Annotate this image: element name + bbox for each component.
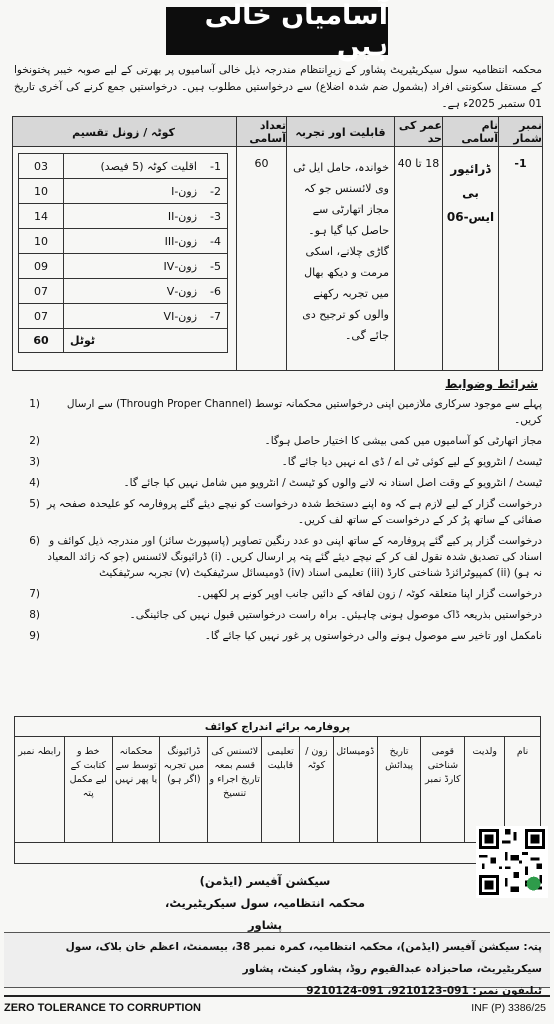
- condition-text: درخواست گزار پر کیے گئے پروفارمہ کے ساتھ اپنی دو عدد رنگین تصاویر (پاسپورٹ سائز) اور مندرجہ ذیل کوائف و اسناد کی تصدیق شدہ نقول لف کر کے نیچے دیئے گئے پتہ پر ارسال کریں۔ (i) ڈرائیونگ لائسنس (جو کہ زائد المعیاد نہ ہو) (ii) کمپیوٹرائزڈ شناختی کارڈ (iii) تعلیمی اسناد (iv) ڈومیسائل سرٹیفکیٹ (v) تجربہ سرٹیفکیٹ: [47, 535, 542, 579]
- condition-text: ٹیسٹ / انٹرویو کے لیے کوئی ٹی اے / ڈی اے نہیں دیا جائے گا۔: [281, 456, 542, 468]
- zone-name: [64, 304, 228, 329]
- proforma-column-header: قومی شناختی کارڈ نمبر: [420, 737, 464, 842]
- proforma-column-header: تاریخ پیدائش: [377, 737, 421, 842]
- zone-count: 09: [19, 254, 64, 279]
- condition-number: 4): [29, 477, 40, 489]
- condition-number: 6): [29, 535, 40, 547]
- address-box: [4, 932, 550, 997]
- proforma-table: [14, 716, 541, 864]
- zone-row: [19, 304, 228, 329]
- phone-line: ٹیلیفون نمبر: 091-9210123، 091-9210124: [306, 985, 542, 997]
- condition-text: پہلے سے موجود سرکاری ملازمین اپنی درخواستیں محکمانہ توسط (Through Proper Channel) سے ارسال کریں۔: [66, 398, 542, 426]
- zone-name: [64, 179, 228, 204]
- zone-label: زون-II: [167, 209, 197, 223]
- condition-number: 8): [29, 609, 40, 621]
- zone-name: [64, 204, 228, 229]
- zone-total-row: [19, 329, 228, 353]
- header-serial: نمبر شمار: [498, 117, 542, 147]
- intro-text: محکمہ انتظامیہ سول سیکریٹیریٹ پشاور کے زیرِانتظام مندرجہ ذیل خالی آسامیوں پر بھرتی کے لیے صوبہ خیبر پختونخوا کے مستقل سکونتی افراد (بشمول ضم شدہ اضلاع) سے درخواستیں مطلوب ہیں۔ درخواستیں جمع کرنے کی آخری تاریخ 01 ستمبر 2025ء ہے۔: [14, 64, 542, 110]
- footer-slogan: ZERO TOLERANCE TO CORRUPTION: [4, 1002, 201, 1014]
- zone-cell: [11, 147, 236, 370]
- condition-text: نامکمل اور تاخیر سے موصول ہونے والی درخواستوں پر غور نہیں کیا جائے گا۔: [204, 630, 542, 642]
- zone-name: [64, 154, 228, 179]
- zone-count: 10: [19, 179, 64, 204]
- header-age: عمر کی حد: [394, 117, 442, 147]
- condition-text: ٹیسٹ / انٹرویو کے وقت اصل اسناد نہ لانے والوں کو ٹیسٹ / انٹرویو میں شامل نہیں کیا جائے گا۔: [123, 477, 542, 489]
- conditions-title: شرائط وضوابط: [445, 377, 538, 391]
- condition-number: 9): [29, 630, 40, 642]
- condition-item: [16, 496, 542, 528]
- proforma-column-header: ڈومیسائل: [333, 737, 377, 842]
- vacancies-banner: آسامیاں خالی ہیں: [166, 7, 388, 55]
- zone-index: 4-: [210, 234, 221, 248]
- condition-item: [16, 628, 542, 644]
- zone-count: 10: [19, 229, 64, 254]
- proforma-title: پروفارمہ برائے اندراج کوائف: [15, 717, 540, 737]
- zone-label: زون-I: [171, 184, 197, 198]
- zone-label: زون-IV: [163, 259, 197, 273]
- zone-label: زون-III: [164, 234, 197, 248]
- condition-item: [16, 533, 542, 581]
- signature-title: سیکشن آفیسر (ایڈمن): [199, 874, 331, 888]
- conditions-list: [16, 396, 542, 649]
- footer-ref: INF (P) 3386/25: [471, 1002, 546, 1014]
- zone-label: اقلیت کوٹہ (5 فیصد): [100, 159, 197, 173]
- zone-row: [19, 154, 228, 179]
- condition-number: 7): [29, 588, 40, 600]
- total-label: ٹوٹل: [64, 329, 228, 353]
- header-post: نام آسامی: [442, 117, 498, 147]
- zone-table: [18, 153, 228, 353]
- proforma-columns: [15, 737, 540, 843]
- proforma-column-header: زون / کوٹہ: [299, 737, 333, 842]
- header-qualification: قابلیت اور تجربہ: [286, 117, 394, 147]
- zone-row: [19, 179, 228, 204]
- row-count: 60: [236, 147, 286, 370]
- zone-name: [64, 254, 228, 279]
- proforma-column-header: نام: [504, 737, 540, 842]
- zone-index: 3-: [210, 209, 221, 223]
- condition-text: درخواست گزار کے لیے لازم ہے کہ وہ اپنے دستخط شدہ درخواست کو نیچے دیئے گئے پروفارمہ کو علیحدہ صفحہ پر صفائی کے ساتھ پرُ کر کے درخواست کے ساتھ لف کریں۔: [46, 498, 542, 526]
- zone-count: 03: [19, 154, 64, 179]
- proforma-column-header: لائسنس کی قسم بمعہ تاریخ اجراء و تنسیخ: [207, 737, 261, 842]
- qr-code-icon: [476, 826, 548, 898]
- row-age: 18 تا 40: [394, 147, 442, 370]
- condition-text: درخواست گزار اپنا متعلقہ کوٹہ / زون لفافہ کے دائیں جانب اوپر کونے پر لکھیں۔: [196, 588, 542, 600]
- condition-number: 1): [29, 398, 40, 410]
- condition-text: مجاز اتھارٹی کو آسامیوں میں کمی بیشی کا اختیار حاصل ہوگا۔: [264, 435, 542, 447]
- row-post: ڈرائیور بی ایس-06: [442, 147, 498, 370]
- signature-department: محکمہ انتظامیہ، سول سیکریٹیریٹ، پشاور: [164, 896, 365, 932]
- condition-item: [16, 433, 542, 449]
- total-value: 60: [19, 329, 64, 353]
- proforma-column-header: خط و کتابت کے لیے مکمل پتہ: [64, 737, 112, 842]
- zone-index: 5-: [210, 259, 221, 273]
- zone-index: 7-: [210, 309, 221, 323]
- row-qualification: خواندہ، حامل ایل ٹی وی لائسنس جو کہ مجاز اتھارٹی سے حاصل کیا گیا ہو۔ گاڑی چلانے، اسکی مرمت و دیکھ بھال میں تجربہ رکھنے والوں کو ترجیح دی جائے گی۔: [286, 147, 394, 370]
- proforma-column-header: محکمانہ توسط سے یا پھر نہیں: [112, 737, 160, 842]
- zone-label: زون-VI: [163, 309, 197, 323]
- row-serial: 1-: [498, 147, 542, 370]
- condition-number: 5): [29, 498, 40, 510]
- condition-item: [16, 586, 542, 602]
- header-zones: کوٹہ / زونل تقسیم: [72, 125, 175, 139]
- zone-count: 07: [19, 304, 64, 329]
- zone-index: 2-: [210, 184, 221, 198]
- zone-name: [64, 229, 228, 254]
- table-header: [13, 117, 542, 147]
- address-line: پتہ: سیکشن آفیسر (ایڈمن)، محکمہ انتظامیہ، کمرہ نمبر 38، بیسمنٹ، اعظم خان بلاک، سول سیکریٹیریٹ، صاحبزادہ عبدالقیوم روڈ، پشاور کینٹ، پشاور: [65, 941, 542, 975]
- footer-divider: [4, 995, 550, 997]
- proforma-column-header: تعلیمی قابلیت: [261, 737, 299, 842]
- zone-count: 14: [19, 204, 64, 229]
- condition-item: [16, 396, 542, 428]
- proforma-column-header: ولدیت: [464, 737, 504, 842]
- condition-number: 3): [29, 456, 40, 468]
- zone-row: [19, 279, 228, 304]
- condition-item: [16, 607, 542, 623]
- condition-text: درخواستیں بذریعہ ڈاک موصول ہونی چاہیئں۔ براہ راست درخواستیں قبول نہیں کی جائینگی۔: [129, 609, 542, 621]
- header-count: تعداد آسامی: [236, 117, 286, 147]
- zone-row: [19, 204, 228, 229]
- condition-item: [16, 475, 542, 491]
- condition-number: 2): [29, 435, 40, 447]
- vacancy-table: [12, 116, 543, 371]
- proforma-column-header: رابطہ نمبر: [18, 746, 61, 757]
- zone-index: 6-: [210, 284, 221, 298]
- zone-label: زون-V: [166, 284, 197, 298]
- zone-name: [64, 279, 228, 304]
- zone-row: [19, 229, 228, 254]
- zone-row: [19, 254, 228, 279]
- zone-index: 1-: [210, 159, 221, 173]
- zone-count: 07: [19, 279, 64, 304]
- condition-item: [16, 454, 542, 470]
- proforma-column-header: ڈرائیونگ میں تجربہ (اگر ہو): [159, 737, 207, 842]
- signature-block: [150, 870, 380, 936]
